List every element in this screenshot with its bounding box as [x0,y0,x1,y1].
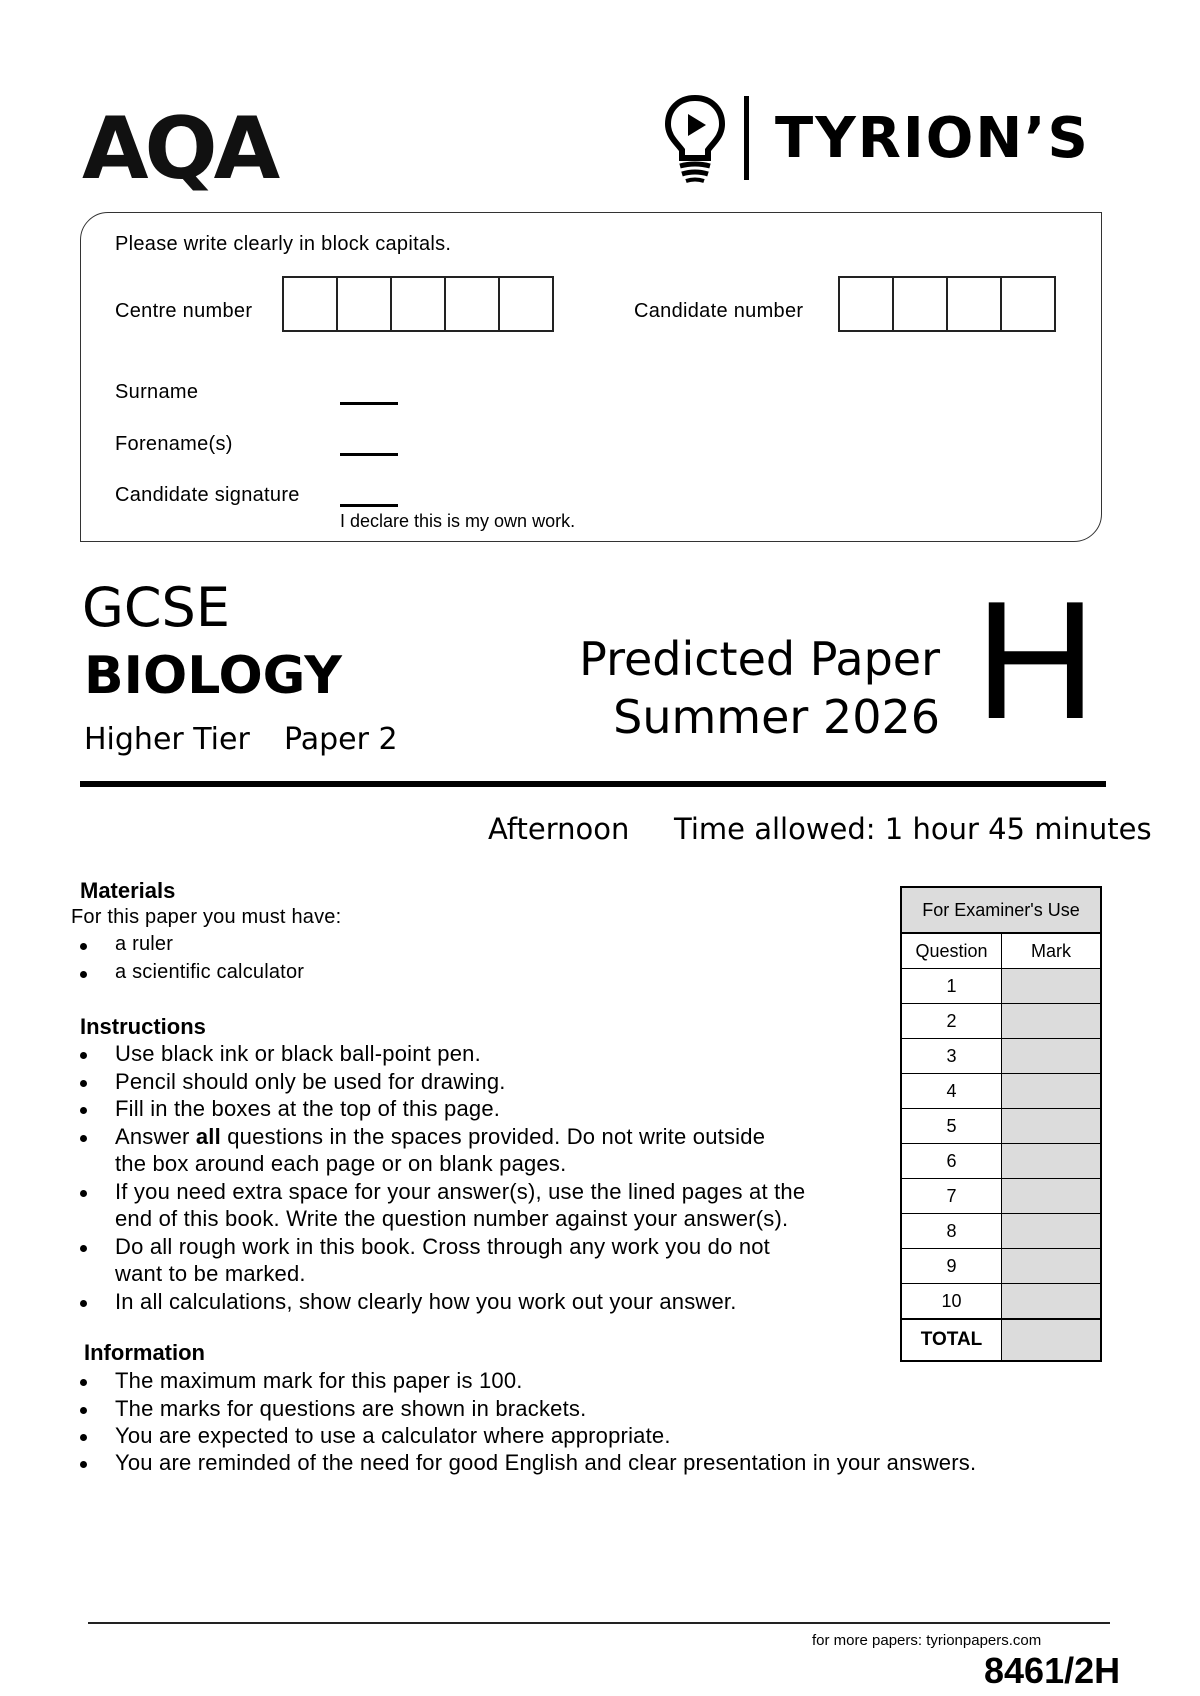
mark-cell [1002,1249,1100,1283]
question-number-cell: 5 [902,1109,1002,1143]
question-number-cell: 6 [902,1144,1002,1178]
time-allowed-label: Time allowed: 1 hour 45 minutes [674,812,1152,846]
bullet [80,1245,87,1252]
instruction-item: In all calculations, show clearly how you work out your answer. [115,1289,737,1314]
bullet [80,1080,87,1087]
question-number-cell: 2 [902,1004,1002,1038]
forenames-field[interactable] [340,453,398,456]
table-row [902,1284,1100,1319]
table-row [902,969,1100,1004]
materials-item: a ruler [115,933,174,955]
footer-rule [88,1622,1110,1624]
table-row [902,1179,1100,1214]
predicted-paper-label: Predicted Paper [579,632,940,686]
information-heading: Information [84,1340,205,1365]
question-number-cell: 3 [902,1039,1002,1073]
bullet [80,1107,87,1114]
centre-number-label: Centre number [115,300,253,322]
centre-number-boxes[interactable] [282,276,554,332]
centre-number-digit[interactable] [444,276,500,332]
question-number-cell: 7 [902,1179,1002,1213]
mark-cell [1002,1004,1100,1038]
table-row [902,1214,1100,1249]
tier-label: Higher Tier [84,722,250,757]
centre-number-digit[interactable] [390,276,446,332]
candidate-number-boxes[interactable] [838,276,1056,332]
declaration-text: I declare this is my own work. [340,511,576,531]
paper-label: Paper 2 [284,722,398,757]
bullet [80,1300,87,1307]
examiner-use-table [900,886,1102,1362]
centre-number-digit[interactable] [282,276,338,332]
question-number-cell: 4 [902,1074,1002,1108]
surname-field[interactable] [340,402,398,405]
instruction-item: Fill in the boxes at the top of this page. [115,1096,501,1121]
candidate-number-label: Candidate number [634,300,804,322]
tyrions-logo [660,92,1090,184]
table-row [902,1249,1100,1284]
bullet [80,1461,87,1468]
bullet [80,943,87,950]
instructions-heading: Instructions [80,1014,206,1039]
instruction-item-continued: the box around each page or on blank pages. [115,1151,567,1176]
instruction-text: questions in the spaces provided. Do not write outside [227,1124,766,1149]
bullet [80,1135,87,1142]
signature-label: Candidate signature [115,484,300,506]
subject-title: BIOLOGY [84,646,342,706]
information-item: You are reminded of the need for good English and clear presentation in your answers. [115,1450,977,1475]
instruction-item: If you need extra space for your answer(s), use the lined pages at the [115,1179,806,1204]
information-item: The marks for questions are shown in brackets. [115,1396,587,1421]
bullet [80,1379,87,1386]
mark-cell [1002,1179,1100,1213]
block-capitals-instruction: Please write clearly in block capitals. [115,233,452,255]
table-row [902,1039,1100,1074]
table-row [902,1144,1100,1179]
session-year-label: Summer 2026 [613,690,940,744]
centre-number-digit[interactable] [498,276,554,332]
instruction-emphasis: all [195,1124,221,1149]
total-mark-cell [1002,1320,1100,1360]
bullet [80,971,87,978]
aqa-logo [82,100,282,192]
logo-divider [744,96,749,180]
mark-cell [1002,1284,1100,1318]
signature-field[interactable] [340,504,398,507]
materials-item: a scientific calculator [115,961,305,983]
instruction-item [115,1124,765,1150]
lightbulb-play-icon [660,92,730,184]
mark-cell [1002,969,1100,1003]
forenames-label: Forename(s) [115,433,233,455]
mark-cell [1002,1214,1100,1248]
aqa-logo-text: AQA [82,100,277,192]
information-item: The maximum mark for this paper is 100. [115,1368,523,1393]
materials-intro: For this paper you must have: [71,906,342,928]
candidate-number-digit[interactable] [838,276,894,332]
question-number-cell: 8 [902,1214,1002,1248]
mark-cell [1002,1074,1100,1108]
information-item: You are expected to use a calculator where appropriate. [115,1423,671,1448]
surname-label: Surname [115,381,199,403]
materials-heading: Materials [80,878,176,903]
centre-number-digit[interactable] [336,276,392,332]
candidate-number-digit[interactable] [1000,276,1056,332]
instruction-text: Answer [115,1124,190,1149]
footer-link[interactable]: for more papers: tyrionpapers.com [812,1632,1042,1649]
instruction-item: Pencil should only be used for drawing. [115,1069,506,1094]
tier-letter: H [975,566,1097,754]
mark-column-header: Mark [1002,934,1100,968]
bullet [80,1052,87,1059]
candidate-number-digit[interactable] [946,276,1002,332]
instruction-item-continued: end of this book. Write the question number against your answer(s). [115,1206,789,1231]
table-row [902,1109,1100,1144]
title-divider [80,781,1106,787]
mark-cell [1002,1109,1100,1143]
examiner-table-title: For Examiner's Use [902,888,1100,934]
mark-cell [1002,1039,1100,1073]
table-row [902,1004,1100,1039]
total-label: TOTAL [902,1320,1002,1360]
table-row [902,1074,1100,1109]
bullet [80,1434,87,1441]
candidate-number-digit[interactable] [892,276,948,332]
qualification-title: GCSE [82,576,230,639]
total-row [902,1319,1100,1360]
examiner-table-header-row [902,934,1100,969]
bullet [80,1407,87,1414]
question-number-cell: 1 [902,969,1002,1003]
instruction-item: Do all rough work in this book. Cross through any work you do not [115,1234,770,1259]
question-number-cell: 10 [902,1284,1002,1318]
instruction-item: Use black ink or black ball-point pen. [115,1041,481,1066]
bullet [80,1190,87,1197]
instruction-item-continued: want to be marked. [115,1261,306,1286]
tyrions-wordmark: TYRION’S [775,106,1090,171]
question-column-header: Question [902,934,1002,968]
session-label: Afternoon [488,812,630,846]
question-number-cell: 9 [902,1249,1002,1283]
mark-cell [1002,1144,1100,1178]
paper-code: 8461/2H [984,1650,1121,1691]
